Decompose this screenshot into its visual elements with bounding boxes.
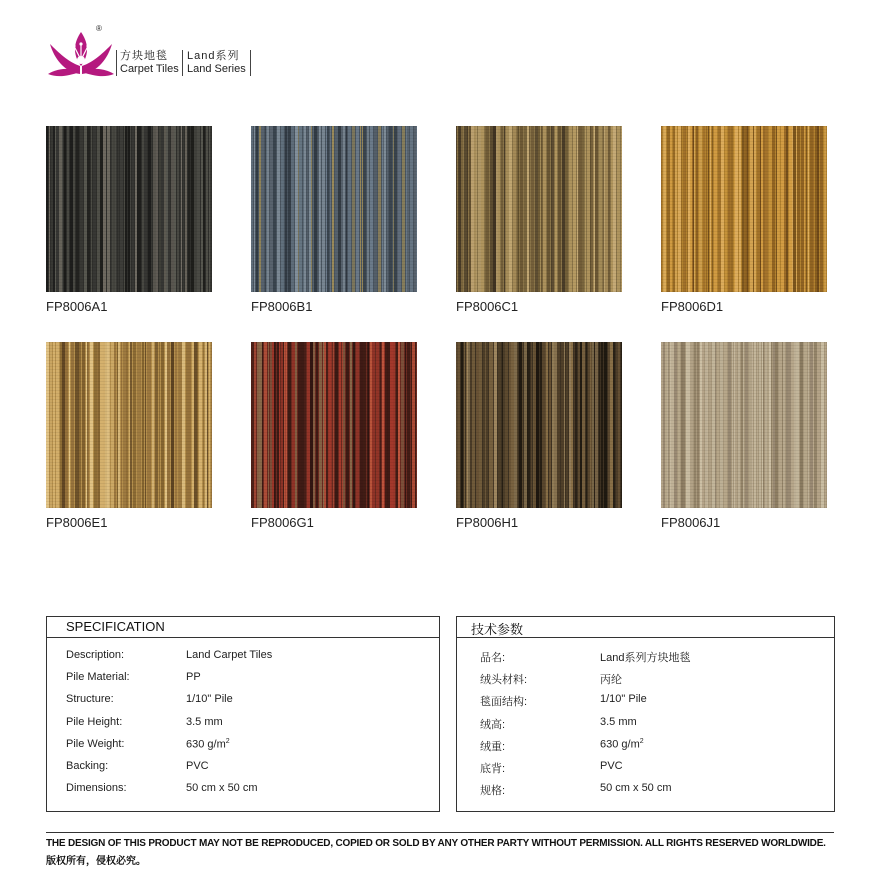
spec-label: Description: xyxy=(66,649,125,661)
spec-value xyxy=(600,693,647,705)
spec-value-text: PVC xyxy=(186,760,209,772)
spec-label: 底背: xyxy=(480,763,506,775)
spec-value xyxy=(186,649,272,661)
spec-value-text: 1/10" Pile xyxy=(186,693,233,706)
registered-mark: ® xyxy=(96,24,102,33)
spec-value-text: 3.5 mm xyxy=(186,715,223,728)
spec-label: 绒高: xyxy=(480,718,506,731)
series-name-en: Land Series xyxy=(187,63,246,75)
spec-row xyxy=(66,693,386,707)
spec-value-text: 50 cm x 50 cm xyxy=(186,782,258,795)
spec-value-superscript: 2 xyxy=(225,737,230,745)
spec-value xyxy=(600,716,637,728)
spec-row xyxy=(66,738,386,752)
spec-row xyxy=(66,782,386,796)
spec-value xyxy=(186,716,223,728)
carpet-swatch-icon xyxy=(456,126,622,292)
carpet-tile-swatch xyxy=(46,342,212,508)
spec-value-text: 50 cm x 50 cm xyxy=(600,782,672,795)
specification-title-bar xyxy=(457,617,834,638)
spec-row xyxy=(66,649,386,663)
spec-row xyxy=(66,716,386,730)
specification-table-zh xyxy=(456,616,835,812)
specification-title: SPECIFICATION xyxy=(66,619,165,634)
spec-row xyxy=(66,671,386,685)
spec-label: 绒头材料: xyxy=(480,674,528,687)
product-code: FP8006B1 xyxy=(251,299,313,314)
specification-title-bar xyxy=(47,617,439,638)
spec-value-text: 3.5 mm xyxy=(600,715,637,728)
spec-value-superscript: 2 xyxy=(639,737,644,745)
brand-header xyxy=(46,22,286,82)
carpet-tile-swatch xyxy=(661,342,827,508)
spec-value-text: PVC xyxy=(600,760,623,772)
spec-row xyxy=(480,671,800,685)
product-code: FP8006C1 xyxy=(456,299,519,314)
carpet-swatch-icon xyxy=(456,342,622,508)
spec-value xyxy=(600,649,690,665)
product-code: FP8006E1 xyxy=(46,515,108,530)
spec-value-text: Land Carpet Tiles xyxy=(186,649,273,661)
carpet-tile-swatch xyxy=(661,126,827,292)
product-code: FP8006A1 xyxy=(46,299,108,314)
lotus-logo-icon xyxy=(46,22,116,80)
product-name-zh: 方块地毯 xyxy=(120,50,168,62)
carpet-tile-swatch xyxy=(456,126,622,292)
spec-label: 规格: xyxy=(480,785,506,798)
spec-value-text: 630 g/m xyxy=(600,738,640,751)
carpet-swatch-icon xyxy=(251,342,417,508)
spec-label: Backing: xyxy=(66,760,109,772)
copyright-notice-zh: 版权所有，侵权必究。 xyxy=(46,856,146,867)
spec-label: 绒重: xyxy=(480,740,506,753)
spec-label: 品名: xyxy=(480,652,506,664)
product-code: FP8006G1 xyxy=(251,515,314,530)
spec-label: Pile Weight: xyxy=(66,737,125,750)
series-name-zh: Land系列 xyxy=(187,50,240,62)
spec-value-text: 1/10" Pile xyxy=(600,693,647,706)
carpet-tile-swatch xyxy=(251,342,417,508)
spec-value-text: 丙纶 xyxy=(600,674,622,687)
spec-row xyxy=(480,693,800,707)
spec-row xyxy=(480,649,800,663)
spec-label: Pile Material: xyxy=(66,671,130,684)
spec-value xyxy=(600,738,644,751)
product-code: FP8006H1 xyxy=(456,515,519,530)
carpet-tile-swatch xyxy=(251,126,417,292)
carpet-swatch-icon xyxy=(661,126,827,292)
spec-value xyxy=(600,782,672,794)
spec-row xyxy=(480,716,800,730)
carpet-swatch-icon xyxy=(661,342,827,508)
carpet-swatch-icon xyxy=(46,126,212,292)
carpet-swatch-icon xyxy=(46,342,212,508)
spec-value xyxy=(186,760,209,772)
specification-title-zh: 技术参数 xyxy=(471,622,524,637)
product-code: FP8006D1 xyxy=(661,299,724,314)
spec-value xyxy=(186,782,258,794)
spec-value-text: 630 g/m xyxy=(186,738,226,751)
spec-value xyxy=(186,693,233,705)
spec-row xyxy=(480,738,800,752)
spec-label: Structure: xyxy=(66,693,114,706)
spec-row xyxy=(480,782,800,796)
carpet-tile-swatch xyxy=(456,342,622,508)
spec-value xyxy=(186,671,201,683)
spec-value-text: PP xyxy=(186,671,201,684)
spec-row xyxy=(480,760,800,774)
divider xyxy=(182,50,183,76)
copyright-notice-en: THE DESIGN OF THIS PRODUCT MAY NOT BE REPRODUCED, COPIED OR SOLD BY ANY OTHER PARTY WITHOUT PERMISSION. ALL RIGHTS RESERVED WORLDWIDE. xyxy=(46,838,826,849)
footer-divider xyxy=(46,832,834,833)
product-name-en: Carpet Tiles xyxy=(120,63,179,75)
spec-label: Pile Height: xyxy=(66,715,123,728)
divider xyxy=(250,50,251,76)
spec-value xyxy=(600,671,622,687)
spec-label: 毯面结构: xyxy=(480,696,528,709)
carpet-swatch-icon xyxy=(251,126,417,292)
product-code: FP8006J1 xyxy=(661,515,721,530)
specification-table-en xyxy=(46,616,440,812)
spec-label: Dimensions: xyxy=(66,782,127,795)
divider xyxy=(116,50,117,76)
spec-value xyxy=(600,760,623,772)
carpet-tile-swatch xyxy=(46,126,212,292)
spec-value xyxy=(186,738,230,751)
spec-row xyxy=(66,760,386,774)
spec-value-text: Land系列方块地毯 xyxy=(600,652,691,664)
